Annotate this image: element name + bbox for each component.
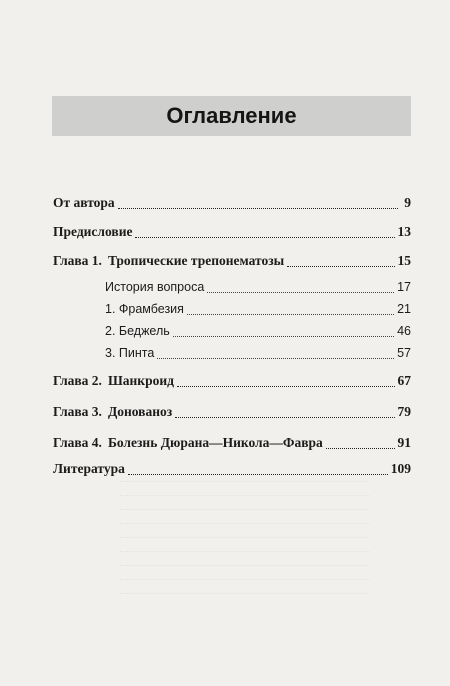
toc-entry-label: 3. Пинта <box>105 346 155 360</box>
dot-leader <box>287 252 394 267</box>
toc-entry-preface[interactable] <box>53 221 411 241</box>
dot-leader <box>157 344 394 359</box>
toc-entry-from-author[interactable] <box>53 192 411 212</box>
toc-entry-page: 46 <box>397 324 411 338</box>
dot-leader <box>173 322 394 337</box>
toc-entry-label: Болезнь Дюрана—Никола—Фавра <box>107 435 323 450</box>
toc-chapter-number: Глава 2. <box>53 373 102 388</box>
toc-entry-page: 109 <box>390 461 411 476</box>
toc-entry-page: 79 <box>397 404 411 419</box>
bleed-through-texture <box>120 470 370 596</box>
toc-entry-label: 1. Фрамбезия <box>105 302 184 316</box>
toc-entry-pinta[interactable] <box>105 342 411 362</box>
toc-entry-chapter-3[interactable] <box>53 401 411 421</box>
toc-entry-chapter-1[interactable] <box>53 250 411 270</box>
toc-entry-page: 9 <box>404 195 411 210</box>
toc-heading-band <box>52 96 411 136</box>
toc-entry-page: 67 <box>397 373 411 388</box>
toc-entry-history[interactable] <box>105 276 411 296</box>
toc-entry-chapter-4[interactable] <box>53 432 411 452</box>
toc-entry-frambesia[interactable] <box>105 298 411 318</box>
toc-entry-label: Шанкроид <box>107 373 174 388</box>
toc-entry-label: Тропические трепонематозы <box>107 253 285 268</box>
toc-entry-label: Донованоз <box>107 404 173 419</box>
dot-leader <box>187 300 394 315</box>
toc-entry-page: 57 <box>397 346 411 360</box>
toc-entry-chapter-2[interactable] <box>53 370 411 390</box>
toc-heading: Оглавление <box>166 103 297 128</box>
dot-leader <box>118 194 398 209</box>
toc-entry-page: 13 <box>397 224 411 239</box>
toc-entry-page: 21 <box>397 302 411 316</box>
toc-chapter-number: Глава 3. <box>53 404 102 419</box>
toc-chapter-number: Глава 1. <box>53 253 102 268</box>
toc-entry-label: От автора <box>53 195 115 210</box>
toc-entry-page: 91 <box>397 435 411 450</box>
dot-leader <box>326 434 395 449</box>
dot-leader <box>177 372 395 387</box>
dot-leader <box>207 278 394 293</box>
toc-entry-label: 2. Беджель <box>105 324 170 338</box>
toc-entry-page: 17 <box>397 280 411 294</box>
toc-entry-page: 15 <box>397 253 411 268</box>
toc-entry-label: Литература <box>53 461 125 476</box>
toc-chapter-number: Глава 4. <box>53 435 102 450</box>
dot-leader <box>175 403 394 418</box>
toc-entry-label: Предисловие <box>53 224 133 239</box>
toc-entry-label: История вопроса <box>105 280 205 294</box>
dot-leader <box>135 223 394 238</box>
toc-entry-bejel[interactable] <box>105 320 411 340</box>
